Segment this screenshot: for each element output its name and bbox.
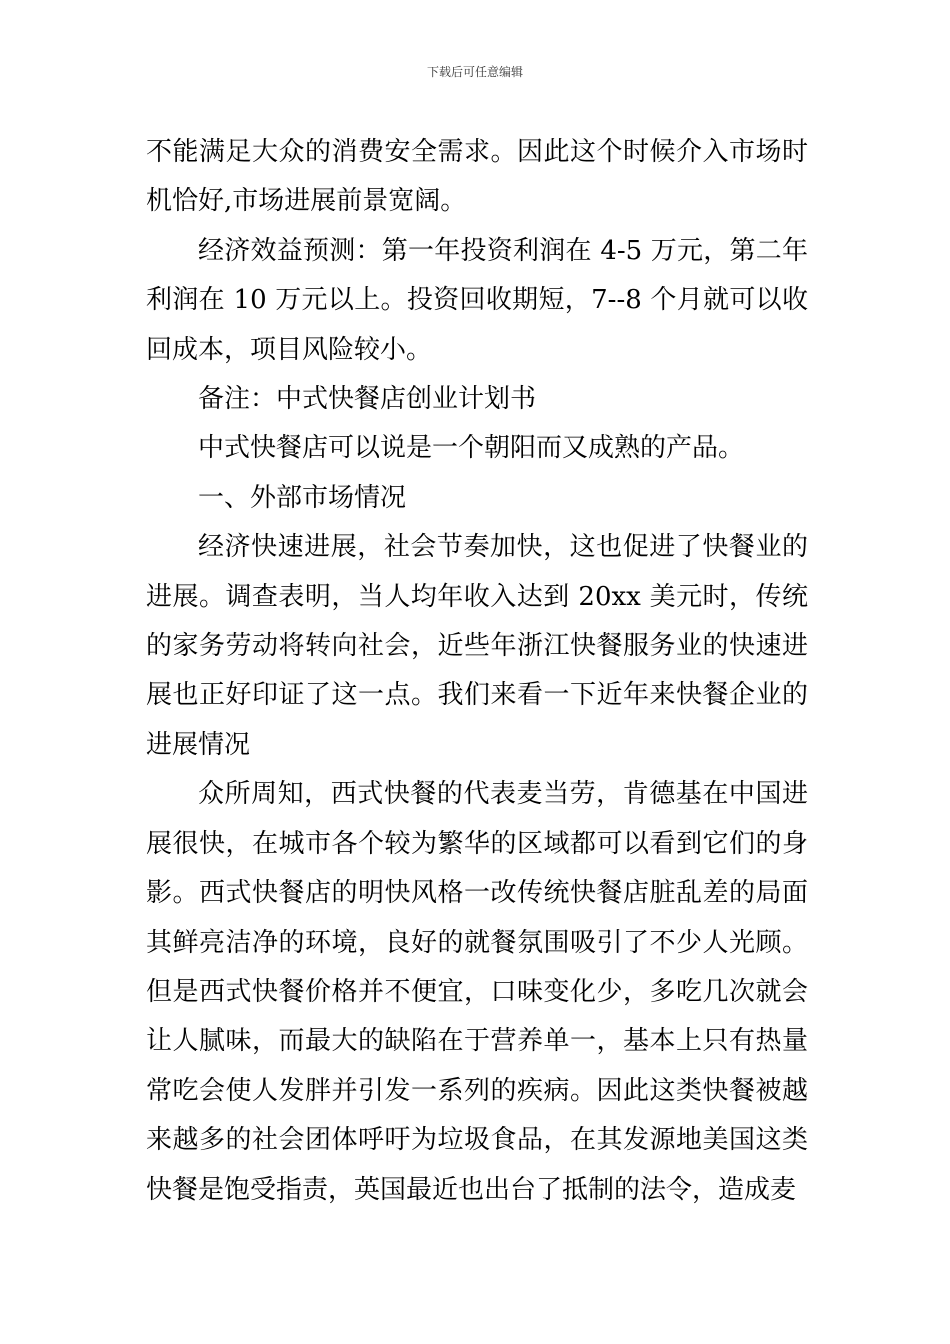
page-header-note: 下载后可任意编辑	[426, 65, 523, 79]
paragraph: 众所周知，西式快餐的代表麦当劳，肯德基在中国进展很快，在城市各个较为繁华的区域都可以看到它们的身影。西式快餐店的明快风格一改传统快餐店脏乱差的局面其鲜亮洁净的环境，良好的就餐氛围吸引了不少人光顾。但是西式快餐价格并不便宜，口味变化少，多吃几次就会让人腻味，而最大的缺陷在于营养单一，基本上只有热量常吃会使人发胖并引发一系列的疾病。因此这类快餐被越来越多的社会团体呼吁为垃圾食品，在其发源地美国这类快餐是饱受指责，英国最近也出台了抵制的法令，造成麦	[146, 779, 808, 1205]
paragraph: 不能满足大众的消费安全需求。因此这个时候介入市场时机恰好,市场进展前景宽阔。	[146, 137, 808, 217]
paragraph: 备注：中式快餐店创业计划书	[198, 384, 537, 415]
document-body	[146, 128, 808, 1215]
section-heading: 一、外部市场情况	[198, 482, 407, 513]
paragraph: 经济快速进展，社会节奏加快，这也促进了快餐业的进展。调查表明，当人均年收入达到 20xx 美元时，传统的家务劳动将转向社会，近些年浙江快餐服务业的快速进展也正好印证了这一点。我们来看一下近年来快餐企业的进展情况	[146, 532, 808, 760]
paragraph: 经济效益预测：第一年投资利润在 4-5 万元，第二年利润在 10 万元以上。投资回收期短，7--8 个月就可以收回成本，项目风险较小。	[146, 235, 808, 365]
paragraph: 中式快餐店可以说是一个朝阳而又成熟的产品。	[198, 433, 745, 464]
